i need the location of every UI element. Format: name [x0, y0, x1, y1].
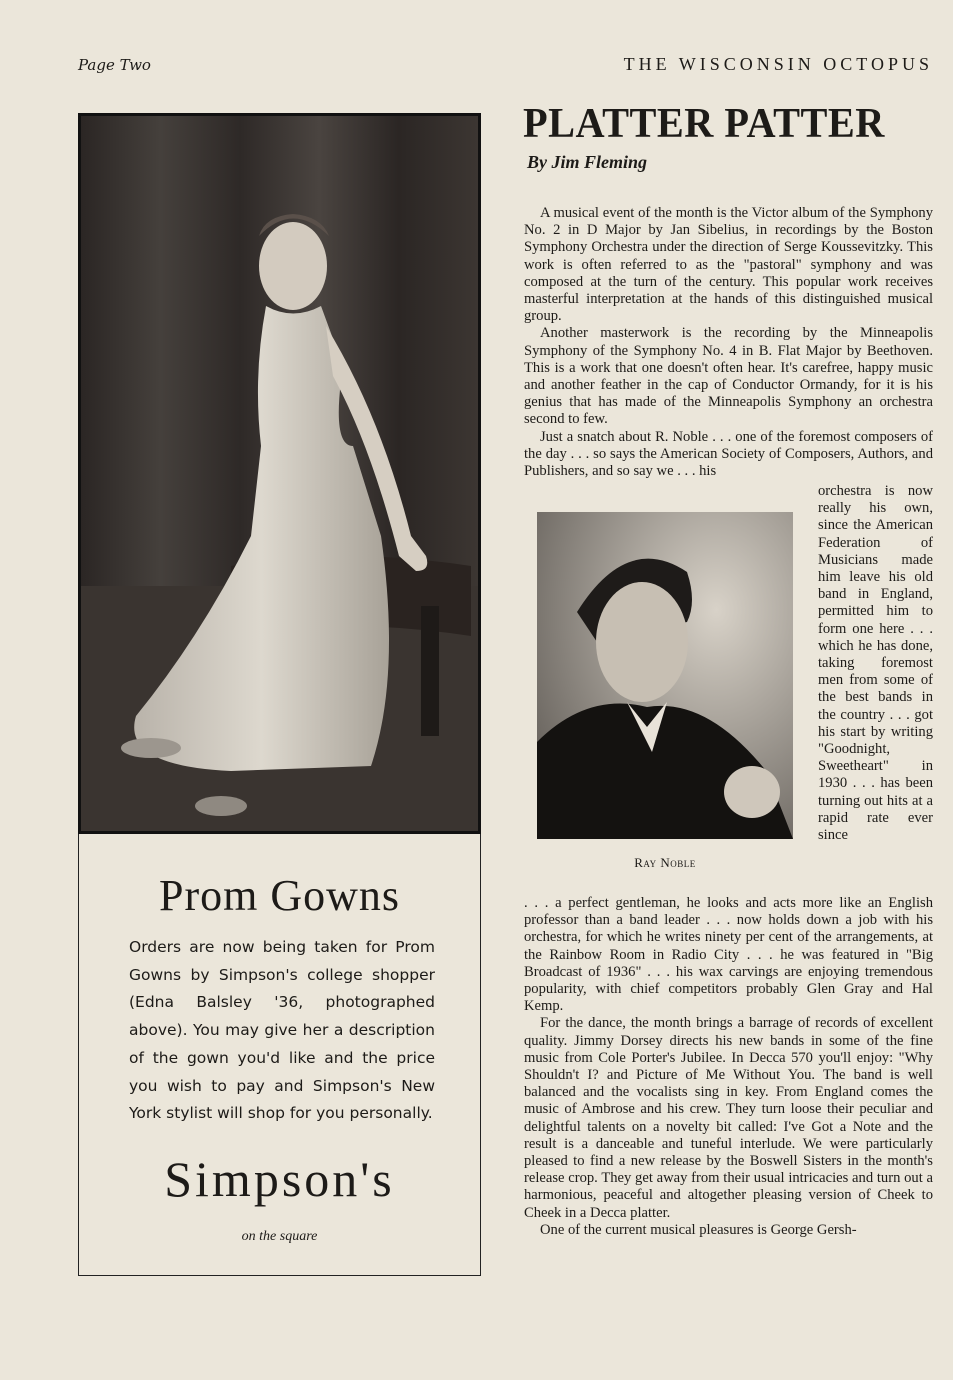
paragraph: . . . a perfect gentleman, he looks and acts more like an English professor than a band leader . . . now holds down a job with his orchestra, for which he writes ninety per cent of the arrangements, at the Rainbow Room in Radio City . . . he was featured in "Big Broadcast of 1936" . . . his wax carvings are enjoying tremendous popularity, with chief competitors probably Glen Gray and Hal Kemp. — [524, 895, 933, 1015]
ad-title: Prom Gowns — [158, 871, 401, 920]
paragraph: Another masterwork is the recording by the Minneapolis Symphony of the Symphony No. 4 in B. Flat Major by Beethoven. This is a work that one doesn't often hear. It's carefree, happy music and another feather in the cap of Conductor Ormandy, for it is his genius that has made of the Minneapolis Symphony an orchestra second to few. — [524, 325, 933, 428]
article-column-bottom — [524, 895, 933, 1239]
paragraph: One of the current musical pleasures is George Gersh- — [540, 1221, 857, 1238]
paragraph: Just a snatch about R. Noble . . . one of the foremost composers of the day . . . so says the American Society of Composers, Authors, and Publishers, and so say we . . . his — [524, 428, 933, 480]
prom-gowns-ad — [78, 834, 481, 1276]
article-title: PLATTER PATTER — [523, 101, 885, 147]
paragraph: For the dance, the month brings a barrage of records of excellent quality. Jimmy Dorsey directs his new bands in some of the fine music from Cole Porter's Jubilee. In Decca 570 you'll enjoy: "Why Shouldn't I? and Picture of Me Without You. The band is well balanced and the vocalists sing in key. From England comes the music of Ambrose and his crew. They turn loose their peculiar and delightful talents on a novelty bit called: I've Got a Note and the result is a danceable and tuneful interlude. We were particularly pleased to find a new release by the Boswell Sisters in the month's release crop. They get away from their usual intricacies and turn out a harmonious, peaceful and altogether pleasing version of Cheek to Cheek in a Decca platter. — [524, 1015, 933, 1221]
magazine-title: THE WISCONSIN OCTOPUS — [623, 54, 933, 74]
article-column-top — [524, 205, 933, 480]
ray-noble-photo — [537, 512, 793, 839]
photo-caption: Ray Noble — [634, 855, 696, 870]
page-number: Page Two — [78, 56, 151, 74]
article-byline: By Jim Fleming — [527, 152, 648, 172]
ad-body: Orders are now being taken for Prom Gowns by Simpson's college shopper (Edna Balsley '36, photographed above). You may give her a description of the gown you'd like and the price you wish to pay and Simpson's New York stylist will shop for you personally. — [129, 938, 435, 1123]
article-column-wrap: orchestra is now really his own, since the American Federation of Musicians made him leave his old band in England, permitted him to form one here . . . which he has done, taking foremost men from some of the best bands in the country . . . got his start by writing "Goodnight, Sweetheart" in 1930 . . . has been turning out hits at a rapid rate ever since — [818, 483, 933, 844]
store-name: Simpson's — [164, 1151, 395, 1207]
store-tagline: on the square — [241, 1229, 318, 1244]
paragraph: A musical event of the month is the Victor album of the Symphony No. 2 in D Major by Jan Sibelius, in recordings by the Boston Symphony Orchestra under the direction of Serge Koussevitzky. This work is often referred to as the "pastoral" symphony and was composed at the turn of the century. This popular work receives masterful interpretation at the hands of this distinguished musical group. — [524, 205, 933, 325]
model-photo — [78, 113, 481, 834]
